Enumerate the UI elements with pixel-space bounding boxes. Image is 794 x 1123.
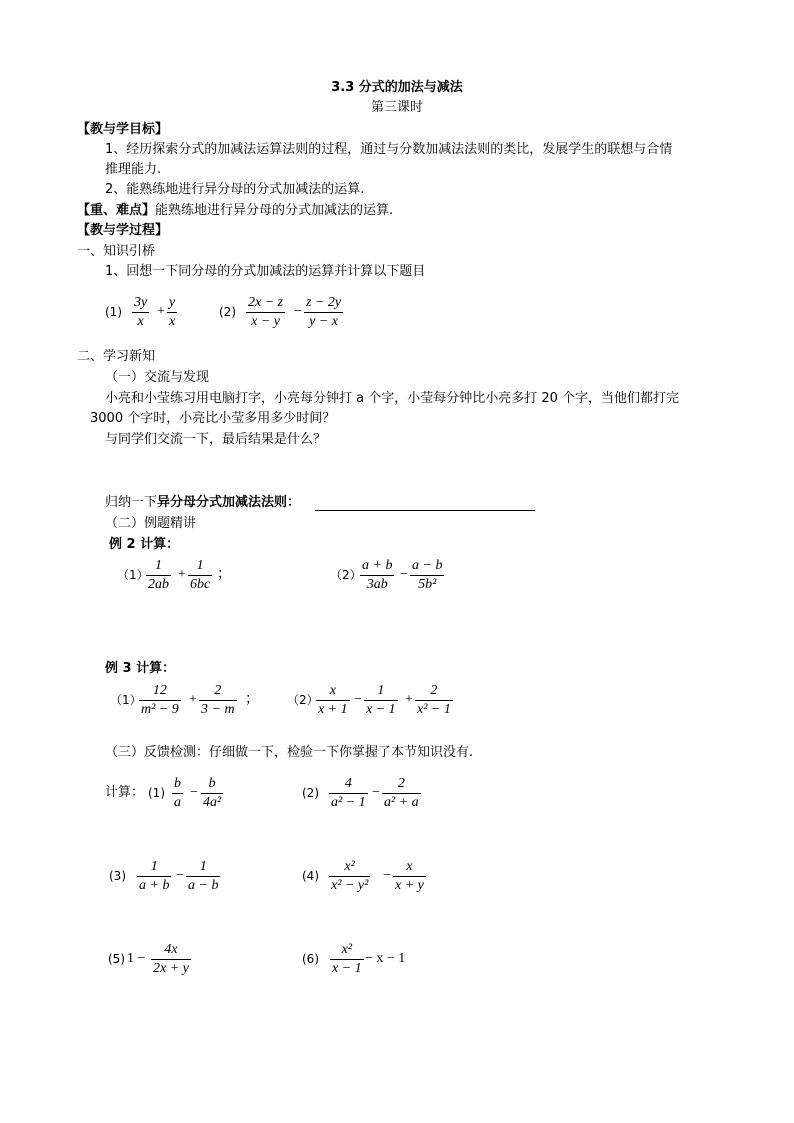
numerator: x — [316, 683, 350, 701]
goals-heading: 【教与学目标】 — [77, 122, 169, 137]
denominator: x + y — [395, 878, 424, 893]
numerator: 1 — [146, 558, 171, 576]
question-3-fraction-2 — [186, 859, 220, 894]
problem-2-fraction-1 — [246, 295, 285, 330]
numerator: 4 — [329, 776, 368, 794]
numerator: a − b — [410, 558, 444, 576]
denominator: x + 1 — [318, 702, 348, 717]
question-6-tail: − x − 1 — [365, 951, 406, 966]
numerator: 2x − z — [246, 295, 285, 313]
minus-operator: − — [400, 567, 408, 582]
example-3-problem-1-label: （1） — [110, 693, 142, 707]
denominator: x² − y² — [331, 878, 369, 893]
denominator: x − 1 — [366, 702, 396, 717]
question-6-fraction — [330, 942, 364, 977]
subsection-3-heading: （三）反馈检测：仔细做一下，检验一下你掌握了本节知识没有. — [105, 745, 474, 760]
numerator: 1 — [137, 859, 171, 877]
plus-operator: + — [189, 692, 197, 707]
problem-2-fraction-2 — [304, 295, 343, 330]
example-2-problem-2-fraction-2 — [410, 558, 444, 593]
numerator: a + b — [360, 558, 394, 576]
key-points-text: 能熟练地进行异分母的分式加减法的运算. — [155, 203, 394, 218]
goal-item-1-line-1: 1、经历探索分式的加减法运算法则的过程，通过与分数加减法法则的类比，发展学生的联想与合情 — [105, 142, 673, 157]
key-points-label: 【重、难点】 — [77, 203, 156, 218]
example-3-heading: 例 3 计算： — [105, 661, 176, 676]
numerator: b — [172, 776, 183, 794]
summary-prefix: 归纳一下 — [105, 495, 158, 510]
process-heading: 【教与学过程】 — [77, 223, 169, 238]
question-3-label: (3) — [109, 869, 126, 883]
question-2-fraction-2 — [382, 776, 421, 811]
numerator: 2 — [199, 683, 237, 701]
goal-item-2: 2、能熟练地进行异分母的分式加减法的运算. — [105, 182, 365, 197]
minus-operator: − — [372, 785, 380, 800]
denominator: x − y — [251, 314, 280, 329]
story-line-1: 小亮和小莹练习用电脑打字，小亮每分钟打 a 个字，小莹每分钟比小亮多打 20 个字，当他们都打完 — [105, 391, 680, 406]
answer-blank — [315, 509, 535, 511]
example-2-problem-2-label: （2） — [330, 568, 362, 582]
denominator: a + b — [139, 878, 170, 893]
numerator: 1 — [364, 683, 398, 701]
example-2-problem-1-fraction-1 — [146, 558, 171, 593]
section-1-heading: 一、知识引桥 — [77, 244, 156, 259]
denominator: a² − 1 — [331, 795, 366, 810]
denominator: m² − 9 — [141, 702, 179, 717]
denominator: 4a² — [203, 795, 222, 810]
minus-operator: − — [294, 304, 302, 319]
question-4-fraction-1 — [329, 859, 370, 894]
question-4-fraction-2 — [393, 859, 426, 894]
problem-1-fraction-1 — [132, 295, 149, 330]
numerator: b — [201, 776, 223, 794]
example-3-problem-2-fraction-1 — [316, 683, 350, 718]
example-3-problem-2-label: （2） — [287, 693, 319, 707]
discussion-prompt: 与同学们交流一下，最后结果是什么？ — [105, 432, 327, 447]
example-3-problem-1-fraction-1 — [139, 683, 181, 718]
numerator: 2 — [415, 683, 453, 701]
numerator: 2 — [382, 776, 421, 794]
question-1-label: (1) — [148, 786, 165, 800]
numerator: y — [167, 295, 177, 313]
plus-operator: + — [405, 692, 413, 707]
semicolon: ； — [245, 692, 259, 707]
semicolon: ； — [217, 567, 231, 582]
example-3-problem-2-fraction-2 — [364, 683, 398, 718]
denominator: a — [174, 795, 181, 810]
subsection-2-heading: （二）例题精讲 — [105, 516, 197, 531]
denominator: 3ab — [366, 577, 388, 592]
goal-item-1-line-2: 推理能力. — [105, 162, 162, 177]
question-5-prefix: 1 − — [127, 951, 146, 966]
story-line-2: 3000 个字时，小亮比小莹多用多少时间？ — [90, 411, 336, 426]
question-1-fraction-1 — [172, 776, 183, 811]
page-title: 3.3 分式的加法与减法 — [331, 80, 463, 95]
numerator: 4x — [151, 942, 191, 960]
question-4-label: (4) — [302, 869, 319, 883]
example-2-problem-2-fraction-1 — [360, 558, 394, 593]
problem-1-fraction-2 — [167, 295, 177, 330]
denominator: x − 1 — [332, 961, 362, 976]
minus-operator: − — [383, 868, 391, 883]
example-3-problem-2-fraction-3 — [415, 683, 453, 718]
numerator: 1 — [186, 859, 220, 877]
example-2-problem-1-label: （1） — [117, 568, 149, 582]
numerator: z − 2y — [304, 295, 343, 313]
denominator: a − b — [188, 878, 219, 893]
minus-operator: − — [190, 785, 198, 800]
denominator: 5b² — [418, 577, 437, 592]
denominator: x — [137, 314, 144, 329]
denominator: a² + a — [384, 795, 419, 810]
subsection-1-heading: （一）交流与发现 — [105, 370, 210, 385]
section-1-item-1: 1、回想一下同分母的分式加减法的运算并计算以下题目 — [105, 264, 426, 279]
plus-operator: + — [157, 304, 165, 319]
question-2-fraction-1 — [329, 776, 368, 811]
example-2-problem-1-fraction-2 — [188, 558, 212, 593]
question-6-label: (6) — [302, 952, 319, 966]
summary-prompt — [105, 494, 300, 512]
denominator: 6bc — [190, 577, 211, 592]
denominator: y − x — [309, 314, 338, 329]
page-subtitle: 第三课时 — [370, 100, 423, 115]
question-3-fraction-1 — [137, 859, 171, 894]
numerator: 3y — [132, 295, 149, 313]
denominator: 3 − m — [201, 702, 235, 717]
question-5-fraction — [151, 942, 191, 977]
summary-rule-label: 异分母分式加减法法则： — [157, 495, 301, 510]
numerator: x — [393, 859, 426, 877]
section-2-heading: 二、学习新知 — [77, 349, 156, 364]
example-2-heading: 例 2 计算： — [109, 537, 180, 552]
denominator: 2x + y — [153, 961, 189, 976]
numerator: x² — [329, 859, 370, 877]
minus-operator: − — [176, 868, 184, 883]
example-3-problem-1-fraction-2 — [199, 683, 237, 718]
denominator: 2ab — [148, 577, 169, 592]
problem-2-label: (2) — [219, 305, 236, 319]
minus-operator: − — [354, 692, 362, 707]
question-2-label: (2) — [302, 786, 319, 800]
denominator: x — [169, 314, 176, 329]
calc-label: 计算： — [105, 785, 145, 800]
problem-1-label: (1) — [105, 305, 122, 319]
question-5-label: (5) — [108, 952, 125, 966]
key-points — [77, 202, 393, 220]
numerator: 1 — [188, 558, 212, 576]
numerator: x² — [330, 942, 364, 960]
question-1-fraction-2 — [201, 776, 223, 811]
denominator: x² − 1 — [417, 702, 451, 717]
numerator: 12 — [139, 683, 181, 701]
plus-operator: + — [178, 567, 186, 582]
